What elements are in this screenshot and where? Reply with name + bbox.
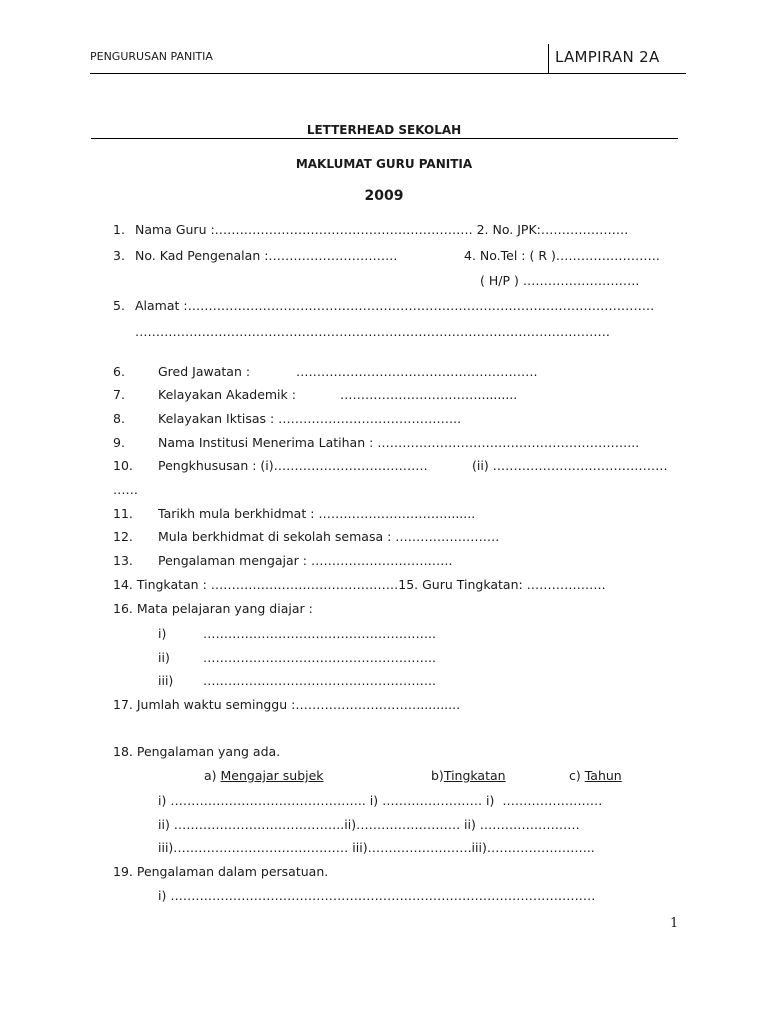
field-gred-jawatan: Gred Jawatan :: [158, 364, 251, 379]
field-kelayakan-iktisas: Kelayakan Iktisas : ……………………………………..: [158, 411, 462, 426]
header-divider: [548, 44, 549, 73]
field-pengalaman-mengajar: Pengalaman mengajar : …………………………….: [158, 553, 453, 568]
field-alamat: Alamat :………………………………………………………………………………………………….: [135, 298, 655, 313]
field-jumlah-waktu: 17. Jumlah waktu seminggu :…………………………..........: [113, 697, 461, 712]
field-kelayakan-akademik: Kelayakan Akademik :: [158, 387, 296, 402]
header-left-text: PENGURUSAN PANITIA: [90, 50, 213, 63]
subject-item-dots: ………………………………………………..: [203, 673, 436, 688]
field-pengalaman-persatuan: 19. Pengalaman dalam persatuan.: [113, 864, 329, 879]
field-mata-pelajaran: 16. Mata pelajaran yang diajar :: [113, 601, 313, 616]
field-3-number: 3.: [113, 248, 125, 263]
field-tarikh-mula: Tarikh mula berkhidmat : …………………………........: [158, 506, 476, 521]
field-12-number: 12.: [113, 529, 133, 544]
experience-row: i) ……………………………………….. i) …………………… i) ……………………: [158, 793, 603, 808]
field-nama-institusi: Nama Institusi Menerima Latihan : ……………………………………………………...: [158, 435, 640, 450]
field-9-number: 9.: [113, 435, 125, 450]
field-pengkhususan: Pengkhususan : (i)……………………………….: [158, 458, 428, 473]
field-5-number: 5.: [113, 298, 125, 313]
letterhead-title: LETTERHEAD SEKOLAH: [306, 123, 462, 137]
column-tahun: c) Tahun: [569, 768, 622, 783]
field-no-tel: 4. No.Tel : ( R )…………………….: [464, 248, 660, 263]
header-rule: [90, 73, 686, 74]
field-10-number: 10.: [113, 458, 133, 473]
form-title: MAKLUMAT GURU PANITIA: [295, 157, 473, 171]
column-mengajar-subjek: a) Mengajar subjek: [204, 768, 324, 783]
field-6-number: 6.: [113, 364, 125, 379]
page-number: 1: [670, 916, 679, 931]
field-tingkatan: 14. Tingkatan : ………………………………………15. Guru Tingkatan: ……………….: [113, 577, 606, 592]
letterhead-rule: [91, 138, 678, 139]
header-right-text: LAMPIRAN 2A: [555, 48, 660, 66]
experience-row: ii) …………………………………..ii)……………………. ii) ……………………: [158, 817, 580, 832]
field-8-number: 8.: [113, 411, 125, 426]
field-gred-jawatan-dots: ………………………………………………….: [296, 364, 538, 379]
field-pengkhususan-ii: (ii) ……………………………………: [472, 458, 668, 473]
field-pengalaman-ada: 18. Pengalaman yang ada.: [113, 744, 281, 759]
field-1-number: 1.: [113, 222, 125, 237]
experience-row: iii)…………………………………… iii)…………………….iii)……………………..: [158, 840, 595, 855]
field-kad-pengenalan: No. Kad Pengenalan :………………………….: [135, 248, 398, 263]
field-alamat-continuation: ……………………………………………………………………………………………………: [135, 324, 610, 339]
form-year: 2009: [364, 188, 404, 204]
field-13-number: 13.: [113, 553, 133, 568]
subject-item-number: ii): [158, 650, 170, 665]
field-7-number: 7.: [113, 387, 125, 402]
subject-item-number: i): [158, 626, 167, 641]
field-11-number: 11.: [113, 506, 133, 521]
field-nama-guru: Nama Guru :……………………………………….……………. 2. No. JPK:…………………: [135, 222, 629, 237]
subject-item-dots: ………………………………………………..: [203, 650, 436, 665]
field-no-tel-hp: ( H/P ) ……………………….: [480, 273, 640, 288]
field-pengkhususan-continuation: ……: [113, 482, 138, 497]
subject-item-number: iii): [158, 673, 174, 688]
field-kelayakan-akademik-dots: ……………………………..........: [340, 387, 518, 402]
persatuan-row: i) …………………………………………………………………………………………: [158, 888, 596, 903]
subject-item-dots: ………………………………………………..: [203, 626, 436, 641]
column-tingkatan: b)Tingkatan: [431, 768, 506, 783]
field-mula-berkhidmat: Mula berkhidmat di sekolah semasa : …………………….: [158, 529, 500, 544]
